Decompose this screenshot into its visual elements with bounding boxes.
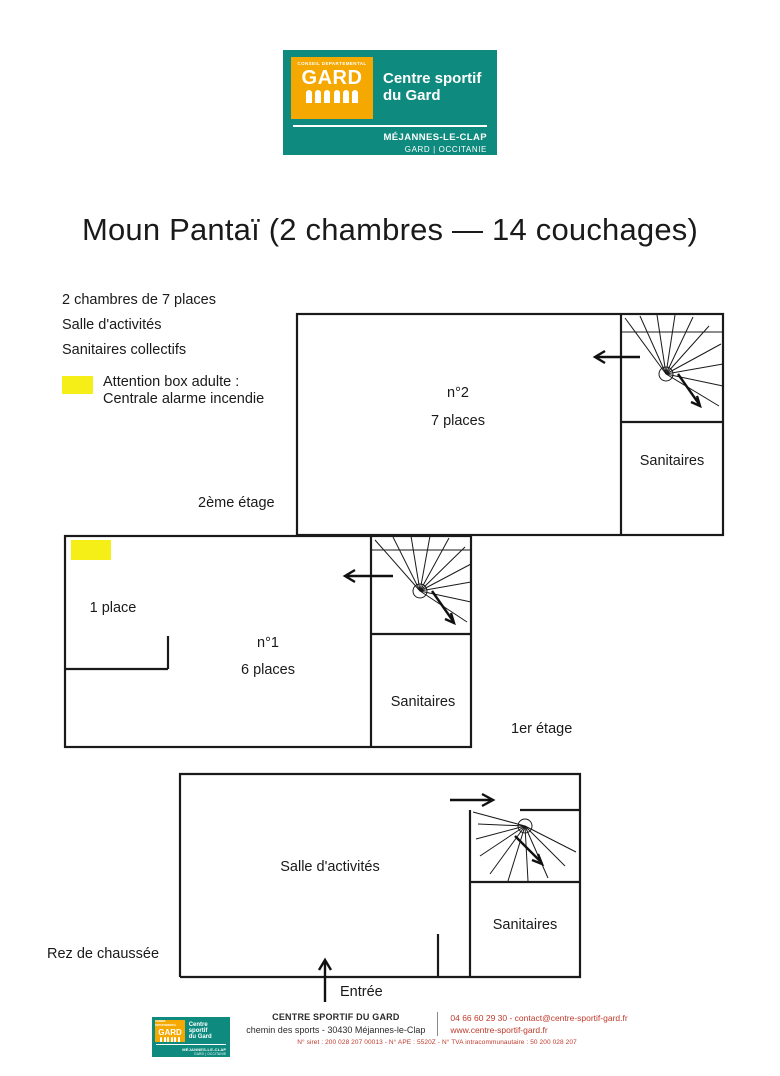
staircase-icon-second: [621, 315, 723, 406]
direction-arrow-left-first: [345, 570, 393, 582]
logo-title-line2: du Gard: [383, 87, 441, 104]
footer-logo-title: [189, 1022, 228, 1041]
floor-label-second: 2ème étage: [198, 495, 275, 511]
bathroom-label-second: Sanitaires: [639, 453, 705, 469]
legend-warning: [62, 374, 264, 408]
gard-logo-mark: [291, 57, 373, 119]
bathroom-label-first: Sanitaires: [390, 694, 456, 710]
logo-title: [383, 71, 481, 105]
footer-logo-subtitle-line2: GARD | OCCITANIE: [194, 1052, 227, 1056]
entrance-arrow-up: [319, 960, 331, 1002]
alarm-box-marker: [71, 540, 111, 560]
yellow-swatch-icon: [62, 376, 93, 394]
room-capacity-first: 6 places: [240, 662, 296, 678]
single-room-label-first: 1 place: [89, 600, 137, 616]
legend-line-3: Sanitaires collectifs: [62, 342, 187, 358]
legend-line-2: Salle d'activités: [62, 317, 162, 333]
footer-logo-top: [152, 1018, 230, 1042]
logo-title-line1: Centre sportif: [383, 70, 482, 88]
footer-contact: [437, 1012, 627, 1036]
floor-label-first: 1er étage: [511, 721, 573, 737]
footer-logo: [152, 1017, 230, 1057]
arches-icon: [306, 90, 358, 103]
direction-arrow-down-ground: [515, 836, 542, 864]
footer-contact-block: [246, 1012, 627, 1046]
footer-logo-wordmark: GARD: [158, 1028, 182, 1037]
floorplan-ground-floor: [160, 764, 590, 1000]
page-footer: [0, 1012, 780, 1074]
floor-label-ground: Rez de chaussée: [47, 946, 160, 962]
direction-arrow-left-second: [595, 351, 640, 363]
header-logo: [283, 50, 497, 155]
footer-arches-icon: [160, 1037, 180, 1042]
legend-warning-line1: Attention box adulte :: [103, 374, 240, 390]
footer-logo-title-line2: du Gard: [188, 1034, 212, 1041]
page-title: Moun Pantaï (2 chambres — 14 couchages): [81, 212, 699, 247]
logo-top-row: [283, 51, 497, 121]
direction-arrow-right-ground: [450, 794, 493, 806]
entrance-label: Entrée: [340, 984, 383, 1000]
footer-logo-subtitle-line1: MÉJANNES-LE-CLAP: [182, 1047, 227, 1052]
floorplan-second-floor: [295, 312, 725, 537]
footer-phone-email[interactable]: 04 66 60 29 30 - contact@centre-sportif-gard.fr: [450, 1013, 628, 1023]
legend-warning-text: [103, 374, 264, 408]
room-number-first: n°1: [257, 635, 279, 651]
logo-subtitle-line2: GARD | OCCITANIE: [404, 145, 487, 154]
staircase-icon-first: [371, 536, 471, 622]
footer-website[interactable]: www.centre-sportif-gard.fr: [450, 1025, 548, 1035]
logo-wordmark: GARD: [301, 67, 363, 89]
footer-org: [246, 1012, 437, 1035]
footer-legal-text: N° siret : 200 028 207 00013 - N° APE : 5520Z - N° TVA intracommunautaire : 50 200 028 207: [297, 1039, 577, 1046]
legend-warning-line2: Centrale alarme incendie: [103, 391, 265, 407]
footer-org-address: chemin des sports - 30430 Méjannes-le-Clap: [246, 1025, 426, 1035]
staircase-icon-ground: [470, 812, 576, 882]
footer-logo-title-line1: Centre sportif: [188, 1021, 208, 1034]
footer-columns: [246, 1012, 627, 1036]
legend-list: [62, 288, 216, 363]
logo-subtitle: [293, 125, 487, 154]
footer-logo-cd-text: CONSEIL DEPARTEMENTAL: [155, 1020, 177, 1027]
activity-room-label: Salle d'activités: [280, 859, 380, 875]
room-capacity-second: 7 places: [430, 413, 486, 429]
bathroom-label-ground: Sanitaires: [492, 917, 558, 933]
footer-logo-subtitle: [156, 1044, 226, 1056]
logo-subtitle-line1: MÉJANNES-LE-CLAP: [383, 132, 487, 143]
footer-gard-logo-mark: [155, 1020, 184, 1042]
room-number-second: n°2: [447, 385, 469, 401]
logo-conseil-departemental-text: CONSEIL DEPARTEMENTAL: [297, 61, 367, 66]
legend-line-1: 2 chambres de 7 places: [62, 292, 216, 308]
footer-org-name: CENTRE SPORTIF DU GARD: [272, 1012, 400, 1022]
floorplan-first-floor: [63, 534, 473, 749]
